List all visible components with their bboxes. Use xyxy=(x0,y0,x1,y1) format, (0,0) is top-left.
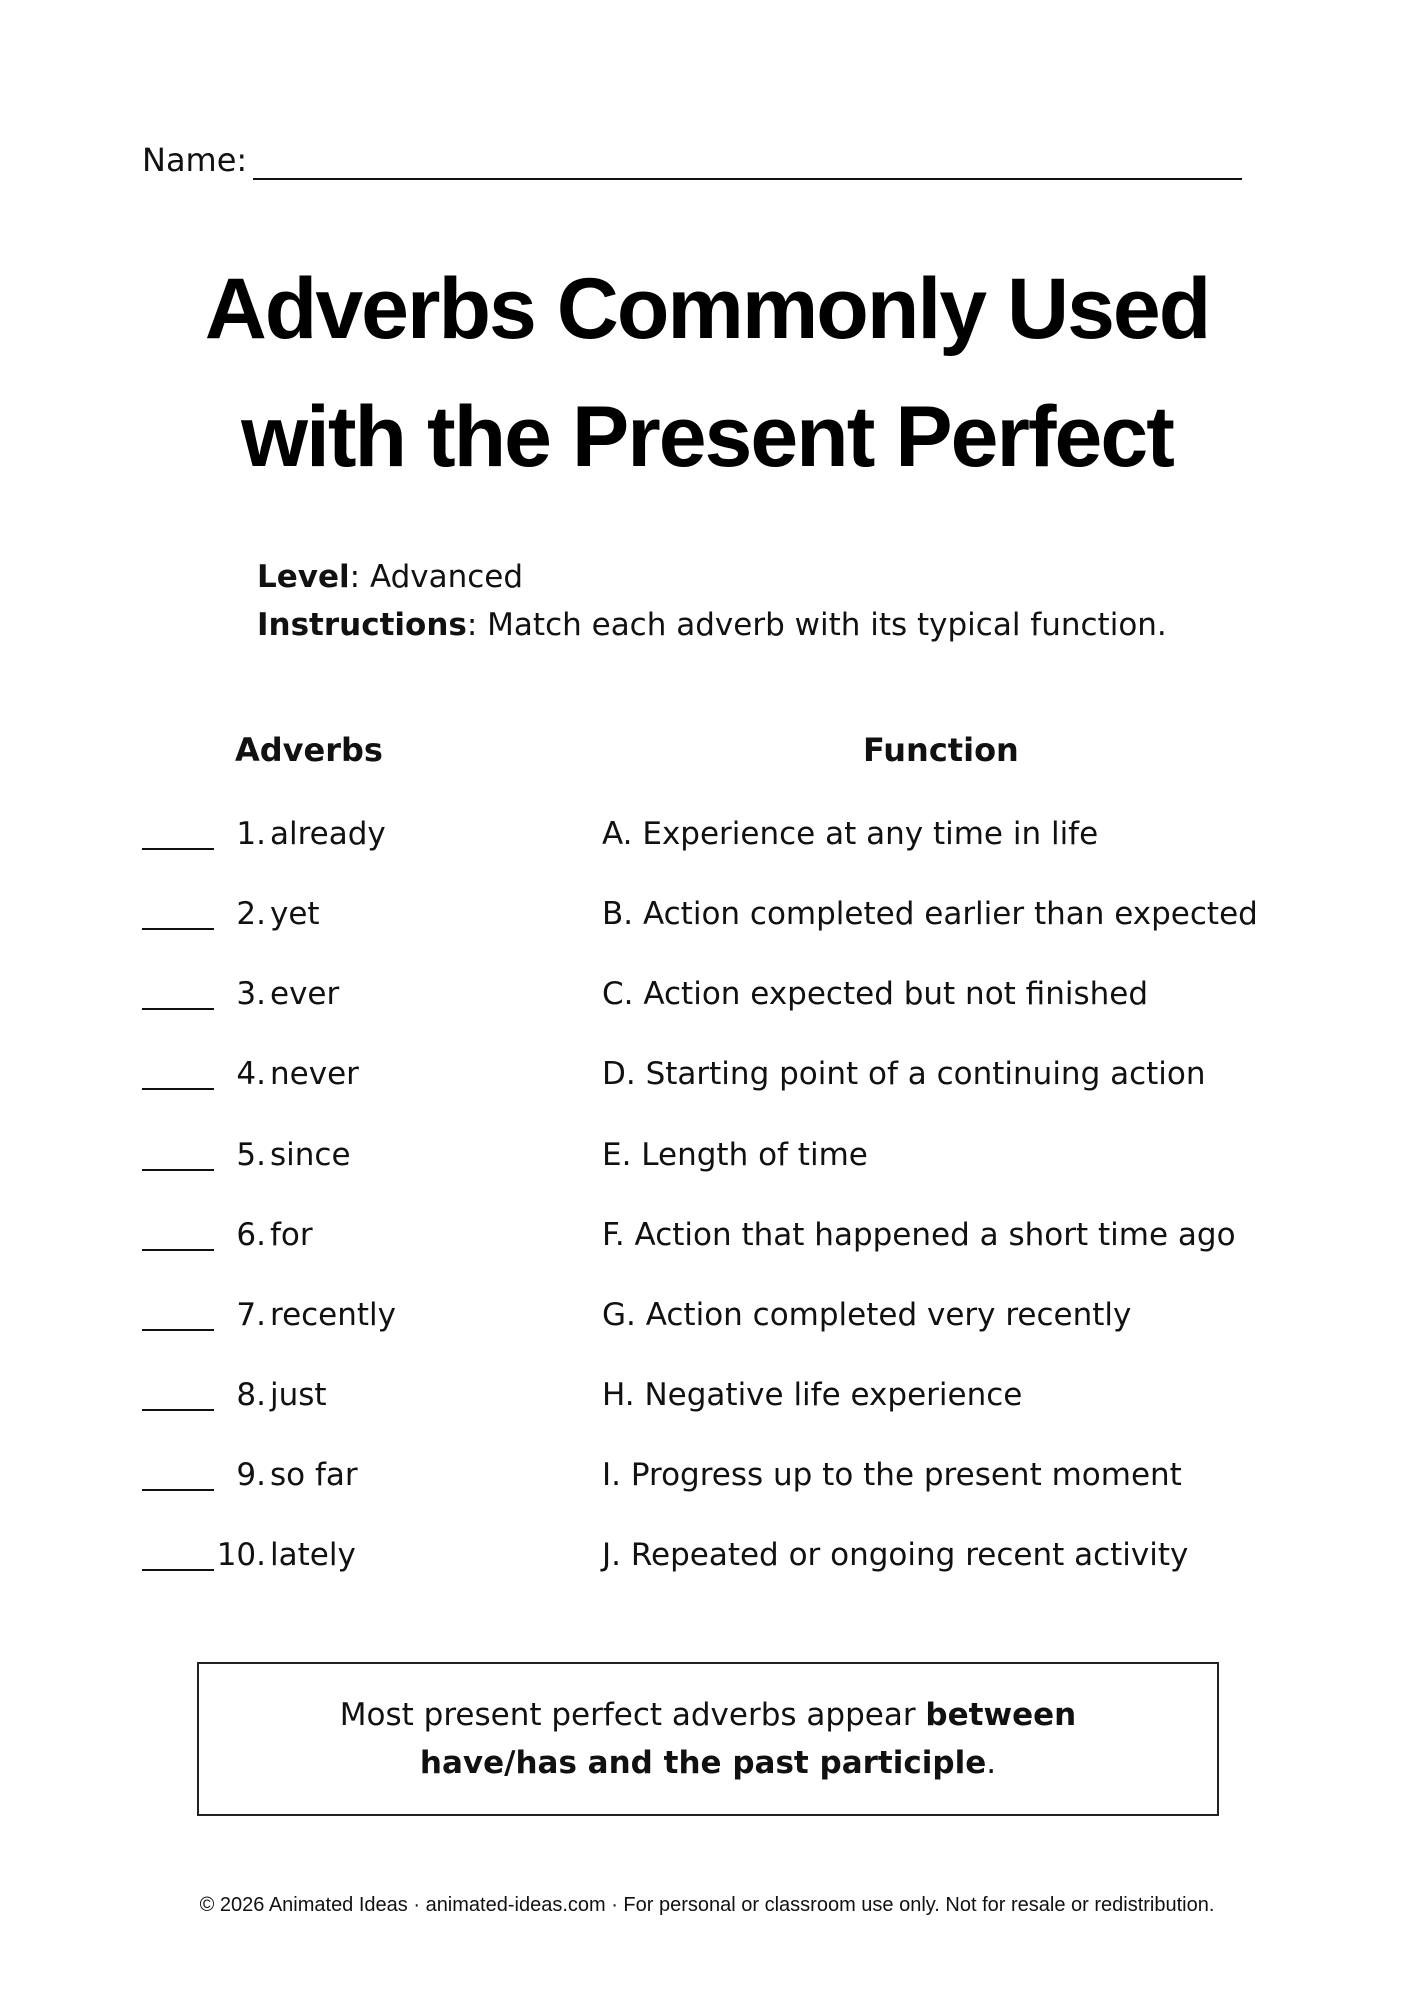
adverb-text: yet xyxy=(270,896,320,932)
function-text: E. Length of time xyxy=(602,1137,868,1173)
instructions-value: : Match each adverb with its typical function. xyxy=(466,607,1167,643)
adverb-text: since xyxy=(270,1137,351,1173)
matching-row xyxy=(0,1054,1414,1114)
matching-row xyxy=(0,1295,1414,1355)
function-text: F. Action that happened a short time ago xyxy=(602,1217,1236,1253)
adverb-text: just xyxy=(270,1377,327,1413)
tip-box xyxy=(197,1662,1219,1816)
item-number: 3. xyxy=(236,976,266,1012)
tip-text-before: Most present perfect adverbs appear xyxy=(339,1697,926,1733)
answer-blank xyxy=(142,1008,214,1010)
answer-blank xyxy=(142,1489,214,1491)
level-line xyxy=(257,553,1167,601)
answer-blank xyxy=(142,1569,214,1571)
matching-row xyxy=(0,1375,1414,1435)
worksheet-meta xyxy=(257,553,1167,649)
function-text: J. Repeated or ongoing recent activity xyxy=(602,1537,1189,1573)
answer-blank xyxy=(142,1169,214,1171)
answer-blank xyxy=(142,928,214,930)
item-number: 8. xyxy=(236,1377,266,1413)
tip-text xyxy=(258,1691,1158,1787)
copyright-footer: © 2026 Animated Ideas · animated-ideas.com · For personal or classroom use only. Not for resale or redistribution. xyxy=(199,1894,1215,1916)
name-field-row xyxy=(142,140,1242,180)
answer-blank xyxy=(142,1088,214,1090)
instructions-label: Instructions xyxy=(257,607,467,643)
level-label: Level xyxy=(257,559,350,595)
answer-blank xyxy=(142,1409,214,1411)
function-text: C. Action expected but not finished xyxy=(602,976,1149,1012)
matching-row xyxy=(0,974,1414,1034)
title-line-1: Adverbs Commonly Used xyxy=(204,261,1210,357)
answer-blank xyxy=(142,1329,214,1331)
item-number: 9. xyxy=(236,1457,266,1493)
item-number: 6. xyxy=(236,1217,266,1253)
tip-text-after: . xyxy=(986,1745,997,1781)
adverb-text: so far xyxy=(270,1457,358,1493)
item-number: 10. xyxy=(216,1537,266,1573)
adverb-text: already xyxy=(270,816,386,852)
function-text: D. Starting point of a continuing action xyxy=(602,1056,1206,1092)
function-text: B. Action completed earlier than expected xyxy=(602,896,1258,932)
matching-row xyxy=(0,1135,1414,1195)
matching-row xyxy=(0,1535,1414,1595)
item-number: 1. xyxy=(236,816,266,852)
adverb-text: lately xyxy=(270,1537,356,1573)
function-column-heading: Function xyxy=(863,731,1019,769)
matching-row xyxy=(0,1455,1414,1515)
page-title xyxy=(0,245,1414,501)
adverb-text: for xyxy=(270,1217,313,1253)
level-value: : Advanced xyxy=(349,559,524,595)
function-text: G. Action completed very recently xyxy=(602,1297,1132,1333)
function-text: A. Experience at any time in life xyxy=(602,816,1099,852)
item-number: 7. xyxy=(236,1297,266,1333)
item-number: 4. xyxy=(236,1056,266,1092)
adverb-text: recently xyxy=(270,1297,397,1333)
title-line-2: with the Present Perfect xyxy=(241,389,1173,485)
adverbs-column-heading: Adverbs xyxy=(235,731,383,769)
matching-row xyxy=(0,814,1414,874)
function-text: I. Progress up to the present moment xyxy=(602,1457,1182,1493)
adverb-text: never xyxy=(270,1056,359,1092)
name-label: Name: xyxy=(142,141,248,179)
instructions-line xyxy=(257,601,1167,649)
function-text: H. Negative life experience xyxy=(602,1377,1023,1413)
matching-row xyxy=(0,1215,1414,1275)
name-blank-line xyxy=(253,148,1242,180)
answer-blank xyxy=(142,1249,214,1251)
item-number: 2. xyxy=(236,896,266,932)
answer-blank xyxy=(142,848,214,850)
adverb-text: ever xyxy=(270,976,340,1012)
matching-row xyxy=(0,894,1414,954)
item-number: 5. xyxy=(236,1137,266,1173)
tip-text-bold: between have/has and the past participle xyxy=(419,1697,1077,1781)
